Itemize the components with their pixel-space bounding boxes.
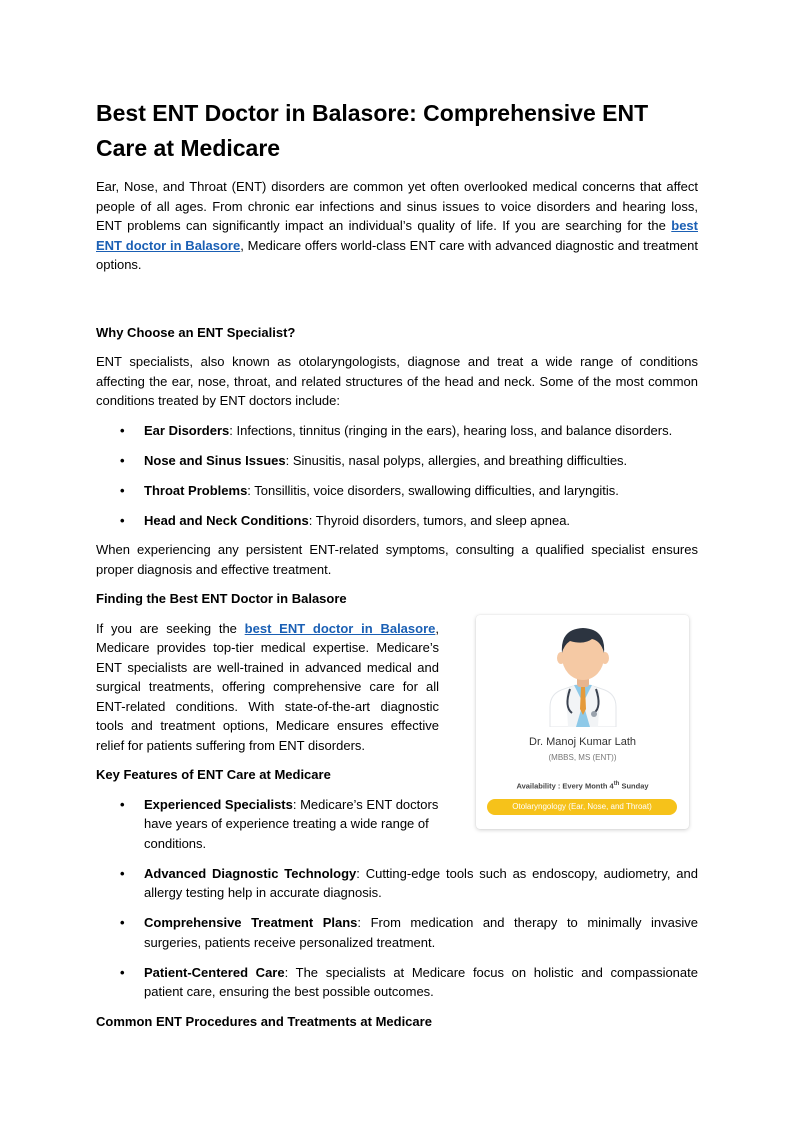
list-item: • Throat Problems: Tonsillitis, voice disorders, swallowing difficulties, and laryngitis. (120, 482, 619, 498)
why-closing: When experiencing any persistent ENT-related symptoms, consulting a qualified specialist ensures proper diagnosis and effective treatment. (96, 542, 698, 577)
article (96, 96, 698, 1031)
best-ent-doctor-link[interactable]: best ENT doctor in Balasore (96, 218, 698, 253)
finding-paragraph: If you are seeking the best ENT doctor in Balasore, Medicare provides top-tier medical expertise. Medicare’s ENT specialists are well-trained in advanced medical and surgical treatments, offering comprehensive care for all ENT-related conditions. With state-of-the-art diagnostic tools and treatment options, Medicare ensures effective relief for patients suffering from ENT disorders. (96, 620, 439, 753)
doctor-name: Dr. Manoj Kumar Lath (529, 736, 636, 748)
list-item: • Patient-Centered Care: The specialists at Medicare focus on holistic and compassionate patient care, ensuring the best possible outcomes. (120, 964, 698, 999)
list-item: • Head and Neck Conditions: Thyroid disorders, tumors, and sleep apnea. (120, 512, 571, 528)
why-paragraph: ENT specialists, also known as otolaryngologists, diagnose and treat a wide range of conditions affecting the ear, nose, throat, and related structures of the head and neck. Some of the most common conditions treated by ENT doctors include: (96, 354, 698, 408)
list-item: • Advanced Diagnostic Technology: Cutting-edge tools such as endoscopy, audiometry, and allergy testing help in accurate diagnosis. (120, 865, 698, 900)
best-ent-doctor-link-2[interactable]: best ENT doctor in Balasore (244, 620, 436, 636)
procedures-heading: Common ENT Procedures and Treatments at Medicare (96, 1013, 432, 1029)
list-item: • Ear Disorders: Infections, tinnitus (ringing in the ears), hearing loss, and balance disorders. (120, 422, 673, 438)
intro-paragraph: Ear, Nose, and Throat (ENT) disorders are common yet often overlooked medical concerns that affect people of all ages. From chronic ear infections and sinus issues to voice disorders and hearing loss, ENT problems can significantly impact an individual’s quality of life. If you are searching for the best ENT doctor in Balasore, Medicare offers world-class ENT care with advanced diagnostic and treatment options. (96, 179, 699, 272)
page-title: Best ENT Doctor in Balasore: Comprehensive ENT Care at Medicare (96, 100, 649, 161)
why-heading: Why Choose an ENT Specialist? (96, 324, 296, 340)
features-heading: Key Features of ENT Care at Medicare (96, 767, 331, 782)
availability-text: Availability : Every Month 4th Sunday (516, 781, 649, 791)
conditions-list (96, 421, 698, 531)
finding-heading: Finding the Best ENT Doctor in Balasore (96, 591, 347, 606)
list-item: • Nose and Sinus Issues: Sinusitis, nasal polyps, allergies, and breathing difficulties. (120, 452, 628, 468)
doctor-qualification: (MBBS, MS (ENT)) (548, 753, 617, 762)
list-item: • Experienced Specialists: Medicare’s ENT doctors have years of experience treating a wide range of conditions. (120, 796, 439, 851)
list-item: • Comprehensive Treatment Plans: From medication and therapy to minimally invasive surgeries, patients receive personalized treatment. (120, 915, 698, 950)
specialty-badge: Otolaryngology (Ear, Nose, and Throat) (487, 799, 677, 815)
doctor-card (476, 615, 689, 829)
doctor-avatar-icon (546, 623, 620, 727)
